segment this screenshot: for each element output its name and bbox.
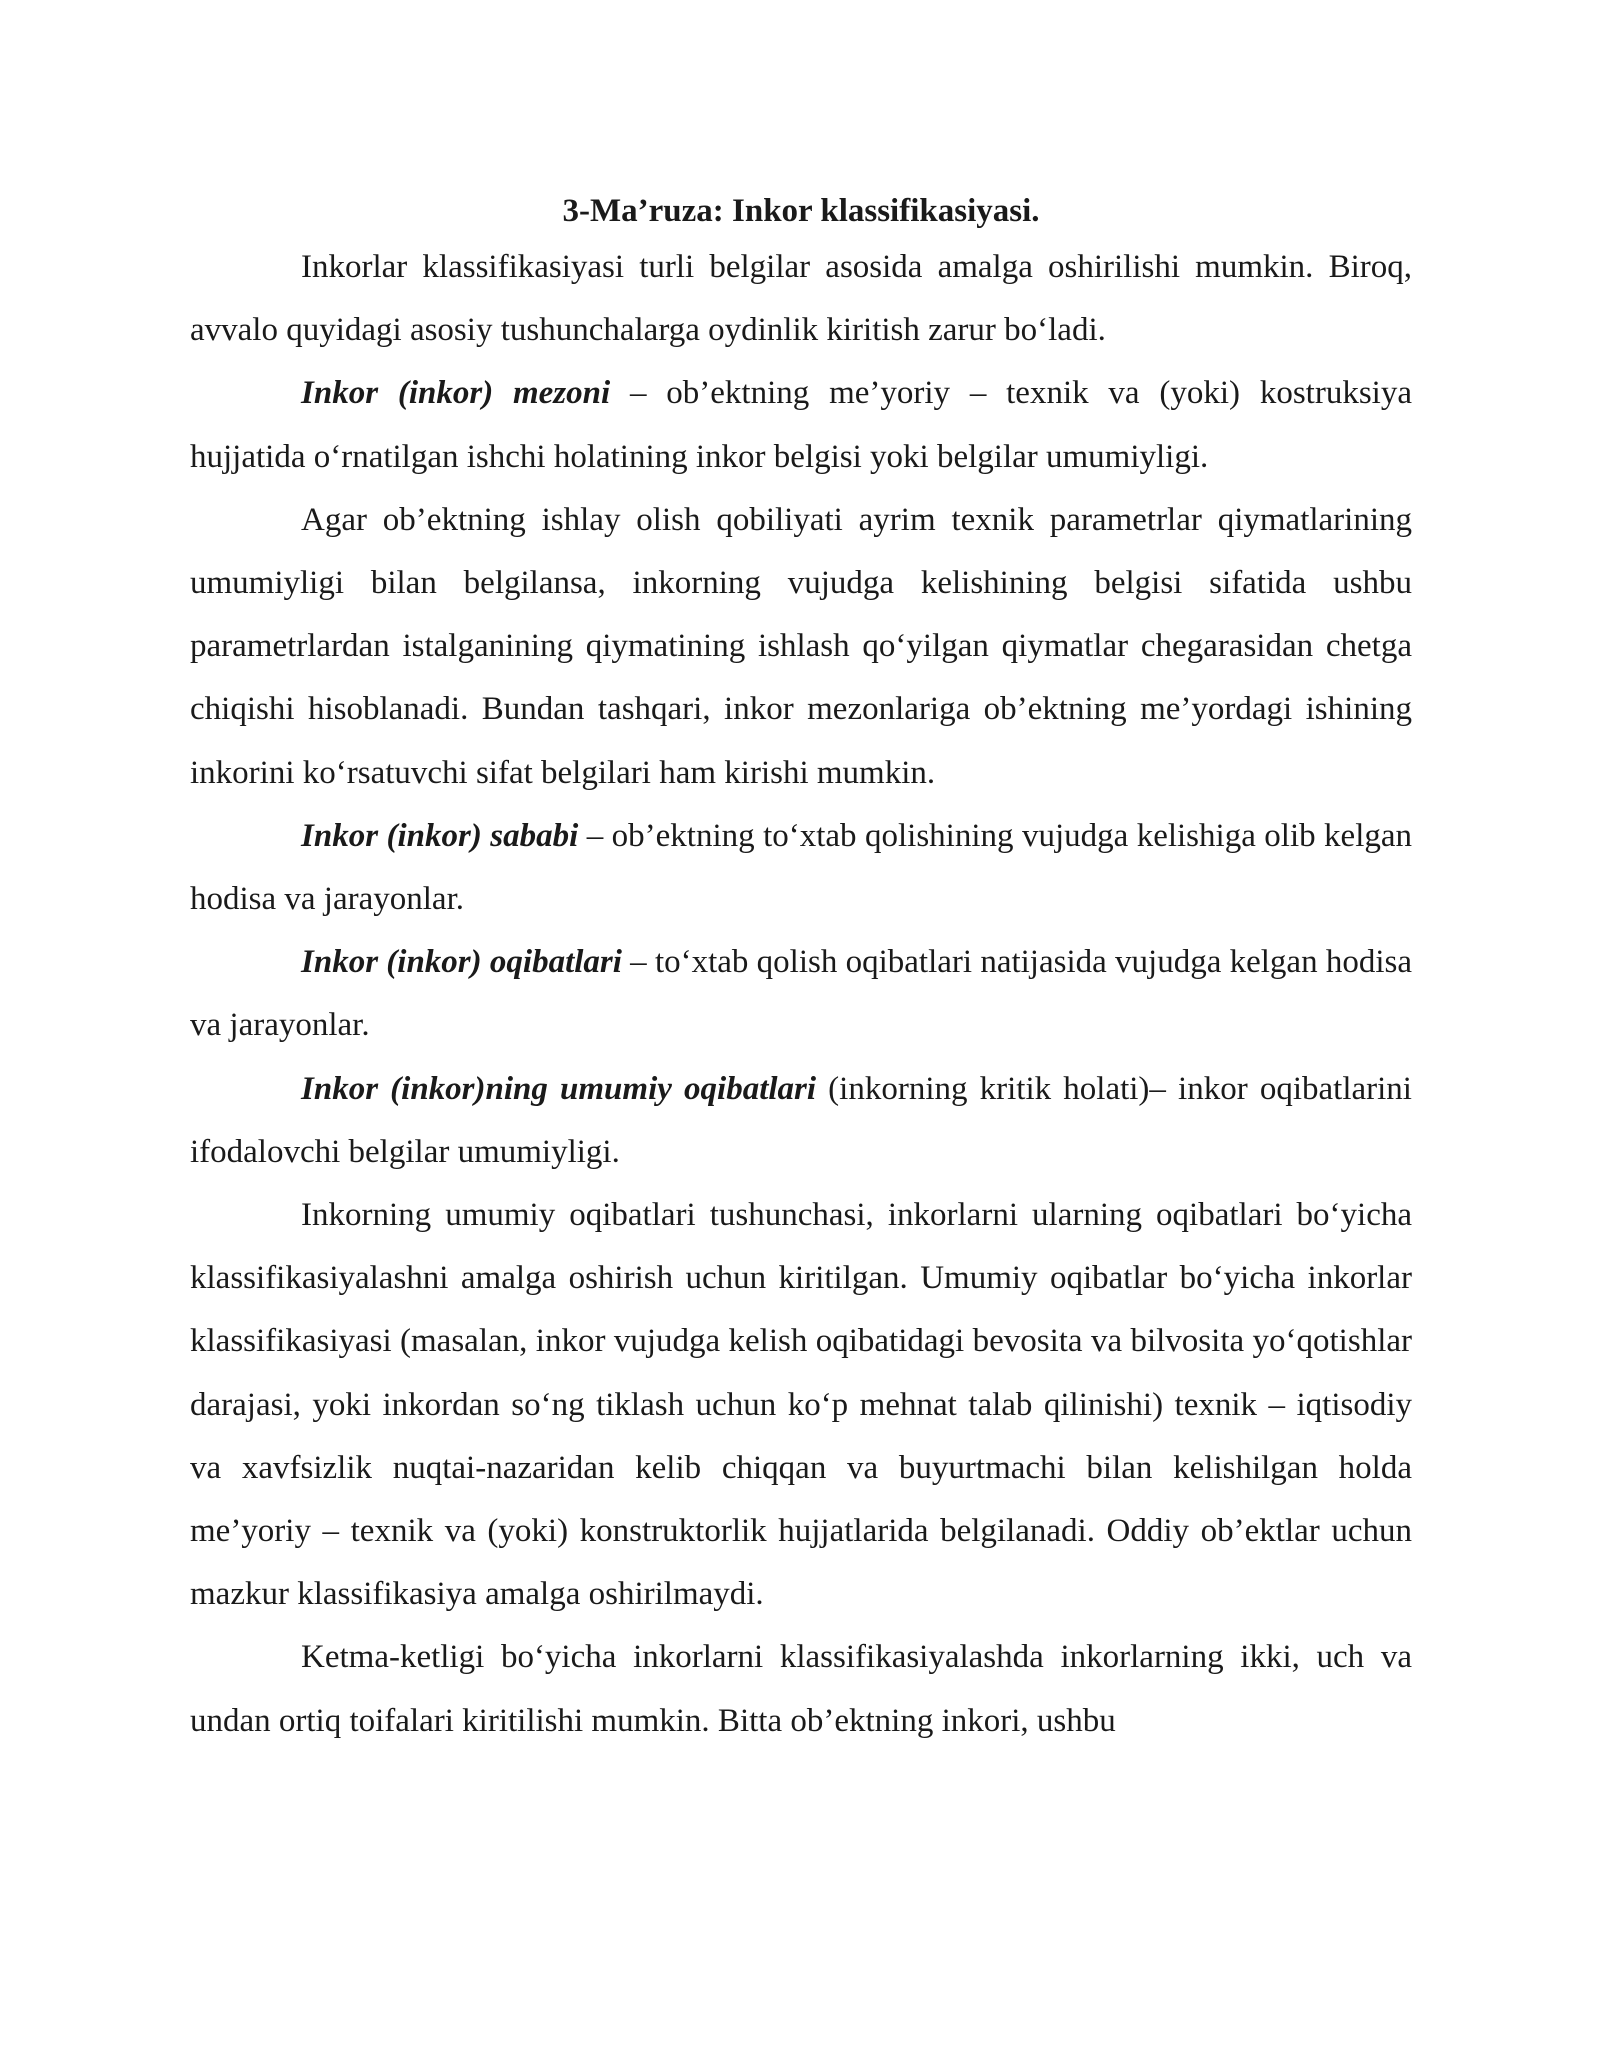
paragraph-consequences xyxy=(190,931,1412,1057)
definition-general-consequences: (inkorning kritik holati)– inkor oqibatlarini ifodalovchi belgilar umumiyligi. xyxy=(190,1070,1412,1170)
title-block xyxy=(190,190,1412,236)
definition-cause: – ob’ektning to‘xtab qolishining vujudga kelishiga olib kelgan hodisa va jarayonlar. xyxy=(190,817,1413,918)
body-text xyxy=(190,236,1412,1753)
term-cause: Inkor (inkor) sababi xyxy=(301,817,579,854)
definition-consequences: – to‘xtab qolish oqibatlari natijasida vujudga kelgan hodisa va jarayonlar. xyxy=(190,944,1412,1044)
paragraph-sequence xyxy=(190,1626,1412,1752)
paragraph-cause xyxy=(190,805,1412,931)
term-general-consequences: Inkor (inkor)ning umumiy oqibatlari xyxy=(301,1070,817,1107)
paragraph-general-consequences xyxy=(190,1058,1412,1184)
paragraph-parameters xyxy=(190,489,1412,805)
paragraph-text: Inkorlar klassifikasiyasi turli belgilar asosida amalga oshirilishi mumkin. Biroq, avvalo quyidagi asosiy tushunchalarga oydinlik kiritish zarur bo‘ladi. xyxy=(190,249,1412,349)
term-criterion: Inkor (inkor) mezoni xyxy=(301,375,611,412)
paragraph-text: Inkorning umumiy oqibatlari tushunchasi, inkorlarni ularning oqibatlari bo‘yicha klassifikasiyalashni amalga oshirish uchun kiritilgan. Umumiy oqibatlar bo‘yicha inkorlar klassifikasiyasi (masalan, inkor vujudga kelish oqibatidagi bevosita va bilvosita yo‘qotishlar darajasi, yoki inkordan so‘ng tiklash uchun ko‘p mehnat talab qilinishi) texnik – iqtisodiy va xavfsizlik nuqtai-nazaridan kelib chiqqan va buyurtmachi bilan kelishilgan holda me’yoriy – texnik va (yoki) konstruktorlik hujjatlarida belgilanadi. Oddiy ob’ektlar uchun mazkur klassifikasiya amalga oshirilmaydi. xyxy=(190,1197,1412,1613)
definition-criterion: – ob’ektning me’yoriy – texnik va (yoki) kostruksiya hujjatida o‘rnatilgan ishchi holatining inkor belgisi yoki belgilar umumiyligi. xyxy=(190,375,1412,475)
paragraph-text: Agar ob’ektning ishlay olish qobiliyati ayrim texnik parametrlar qiymatlarining umumiyligi bilan belgilansa, inkorning vujudga kelishining belgisi sifatida ushbu parametrlardan istalganining qiymatining ishlash qo‘yilgan qiymatlar chegarasidan chetga chiqishi hisoblanadi. Bundan tashqari, inkor mezonlariga ob’ektning me’yordagi ishining inkorini ko‘rsatuvchi sifat belgilari ham kirishi mumkin. xyxy=(190,501,1412,791)
paragraph-text: Ketma-ketligi bo‘yicha inkorlarni klassifikasiyalashda inkorlarning ikki, uch va undan ortiq toifalari kiritilishi mumkin. Bitta ob’ektning inkori, ushbu xyxy=(190,1639,1412,1739)
paragraph-classification xyxy=(190,1184,1412,1626)
lecture-title: 3-Ma’ruza: Inkor klassifikasiyasi. xyxy=(562,193,1040,229)
page-content xyxy=(190,190,1412,1753)
paragraph-intro xyxy=(190,236,1412,362)
paragraph-criterion xyxy=(190,362,1412,488)
term-consequences: Inkor (inkor) oqibatlari xyxy=(301,944,622,981)
